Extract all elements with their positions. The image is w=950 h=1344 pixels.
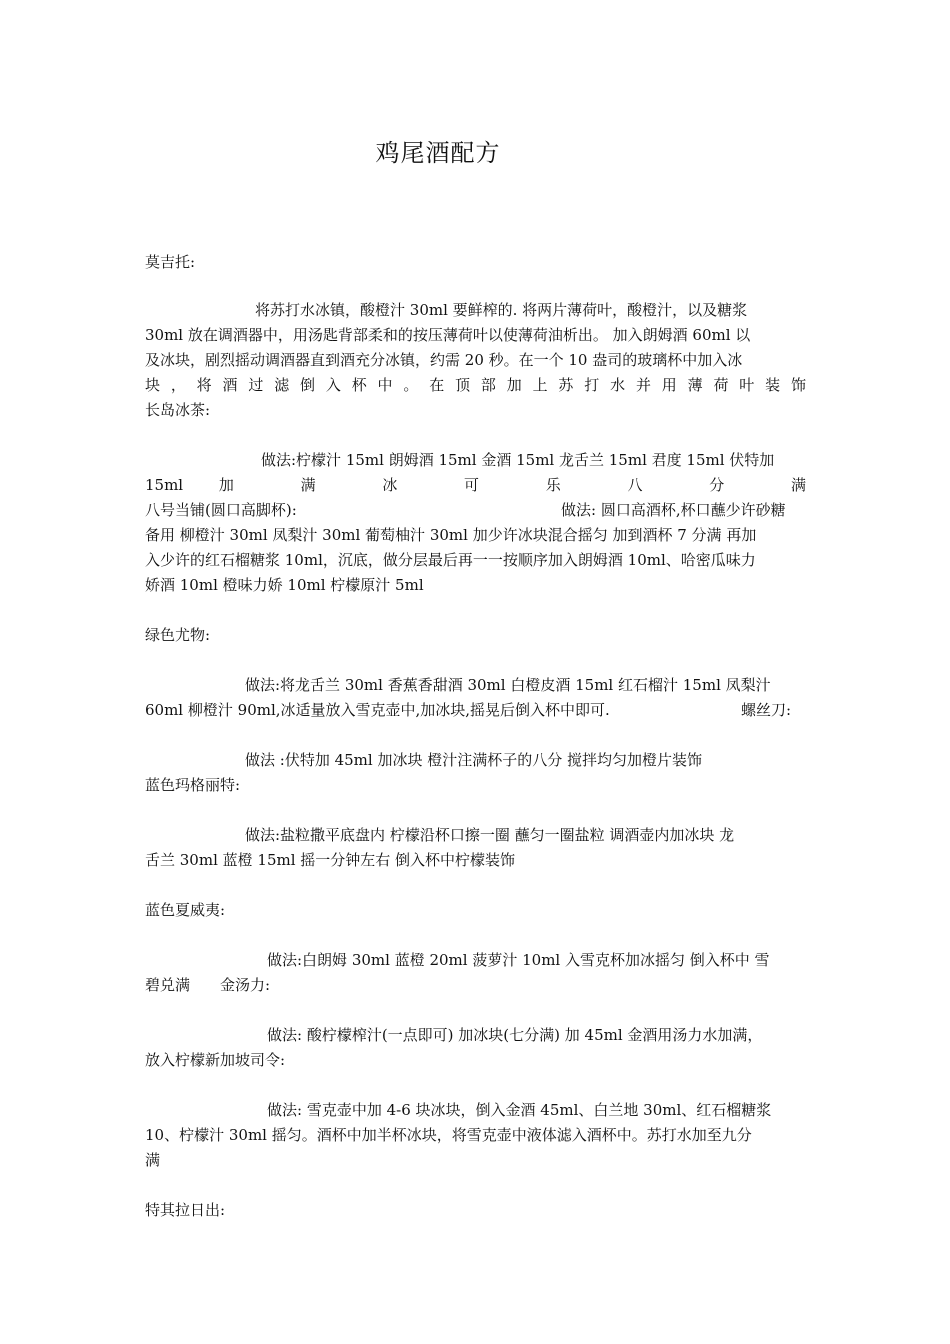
recipe-blue-hawaii-line-1: [145, 948, 806, 973]
recipe-long-island-line-2: 15ml 加 满 冰 可 乐 八 分 满: [145, 476, 806, 494]
recipe-text: 碧兑满: [145, 976, 191, 994]
recipe-green-line-1: [145, 673, 806, 698]
recipe-name-no8: [145, 498, 806, 523]
recipe-text: 做法:白朗姆 30ml 蓝橙 20ml 菠萝汁 10ml 入雪克杯加冰摇匀 倒入杯中 雪: [267, 951, 770, 969]
recipe-text: 60ml 柳橙汁 90ml,冰适量放入雪克壶中,加冰块,摇晃后倒入杯中即可.: [145, 701, 610, 719]
recipe-gin-tonic-line-2: [145, 1048, 806, 1073]
recipe-no8-line-2: 备用 柳橙汁 30ml 凤梨汁 30ml 葡萄柚汁 30ml 加少许冰块混合摇匀 加到酒杯 7 分满 再加: [145, 526, 757, 544]
recipe-name-screwdriver: 螺丝刀:: [741, 701, 792, 719]
recipe-text: 做法 :伏特加 45ml 加冰块 橙汁注满杯子的八分 搅拌均匀加橙片装饰: [245, 751, 703, 769]
recipe-blue-margarita-line-2: 舌兰 30ml 蓝橙 15ml 摇一分钟左右 倒入杯中柠檬装饰: [145, 851, 516, 869]
document-title: 鸡尾酒配方: [375, 139, 501, 167]
recipe-name-tequila-sunrise: 特其拉日出:: [145, 1201, 226, 1219]
recipe-text: 将苏打水冰镇，酸橙汁 30ml 要鲜榨的. 将两片薄荷叶，酸橙汁，以及糖浆: [255, 301, 748, 319]
recipe-method-text: 做法: 圆口高酒杯,杯口蘸少许砂糖: [561, 501, 786, 519]
recipe-blue-hawaii-line-2: [145, 973, 806, 998]
recipe-no8-line-4: 娇酒 10ml 橙味力娇 10ml 柠檬原汁 5ml: [145, 576, 424, 594]
recipe-text: 做法:柠檬汁 15ml 朗姆酒 15ml 金酒 15ml 龙舌兰 15ml 君度 15ml 伏特加: [261, 451, 775, 469]
recipe-mojito-line-4: 块 ， 将 酒 过 滤 倒 入 杯 中 。 在 顶 部 加 上 苏 打 水 并 用 薄 荷 叶 装 饰: [145, 376, 806, 394]
recipe-gin-tonic-line-1: [145, 1023, 806, 1048]
recipe-text: 做法:盐粒撒平底盘内 柠檬沿杯口擦一圈 蘸匀一圈盐粒 调酒壶内加冰块 龙: [245, 826, 735, 844]
recipe-long-island-line-1: [145, 448, 806, 473]
recipe-singapore-line-2: 10、柠檬汁 30ml 摇匀。酒杯中加半杯冰块，将雪克壶中液体滤入酒杯中。苏打水加至九分: [145, 1126, 752, 1144]
recipe-name-singapore-sling: 新加坡司令:: [205, 1051, 286, 1069]
recipe-screwdriver-line-1: [145, 748, 806, 773]
recipe-name-long-island: 长岛冰茶:: [145, 401, 211, 419]
recipe-singapore-line-1: [145, 1098, 806, 1123]
recipe-text: 做法: 雪克壶中加 4-6 块冰块，倒入金酒 45ml、白兰地 30ml、红石榴糖浆: [267, 1101, 772, 1119]
recipe-text: 做法:将龙舌兰 30ml 香蕉香甜酒 30ml 白橙皮酒 15ml 红石榴汁 15ml 凤梨汁: [245, 676, 771, 694]
recipe-name-gin-tonic: 金汤力:: [220, 976, 271, 994]
recipe-blue-margarita-line-1: [145, 823, 806, 848]
recipe-singapore-line-3: 满: [145, 1151, 161, 1169]
recipe-mojito-line-3: 及冰块，剧烈摇动调酒器直到酒充分冰镇，约需 20 秒。在一个 10 盎司的玻璃杯中加入冰: [145, 351, 743, 369]
recipe-text: 放入柠檬: [145, 1051, 206, 1069]
recipe-name-text: 八号当铺(圆口高脚杯):: [145, 501, 297, 519]
recipe-no8-line-3: 入少许的红石榴糖浆 10ml，沉底，做分层最后再一一按顺序加入朗姆酒 10ml、哈密瓜味力: [145, 551, 756, 569]
recipe-name-blue-margarita: 蓝色玛格丽特:: [145, 776, 241, 794]
recipe-name-blue-hawaii: 蓝色夏威夷:: [145, 901, 226, 919]
recipe-name-mojito: 莫吉托:: [145, 253, 196, 271]
recipe-text: 做法: 酸柠檬榨汁(一点即可) 加冰块(七分满) 加 45ml 金酒用汤力水加满，: [267, 1026, 763, 1044]
recipe-name-green: 绿色尤物:: [145, 626, 211, 644]
recipe-green-line-2: [145, 698, 806, 723]
recipe-mojito-line-2: 30ml 放在调酒器中，用汤匙背部柔和的按压薄荷叶以使薄荷油析出。 加入朗姆酒 60ml 以: [145, 326, 751, 344]
recipe-mojito-line-1: [145, 298, 806, 323]
